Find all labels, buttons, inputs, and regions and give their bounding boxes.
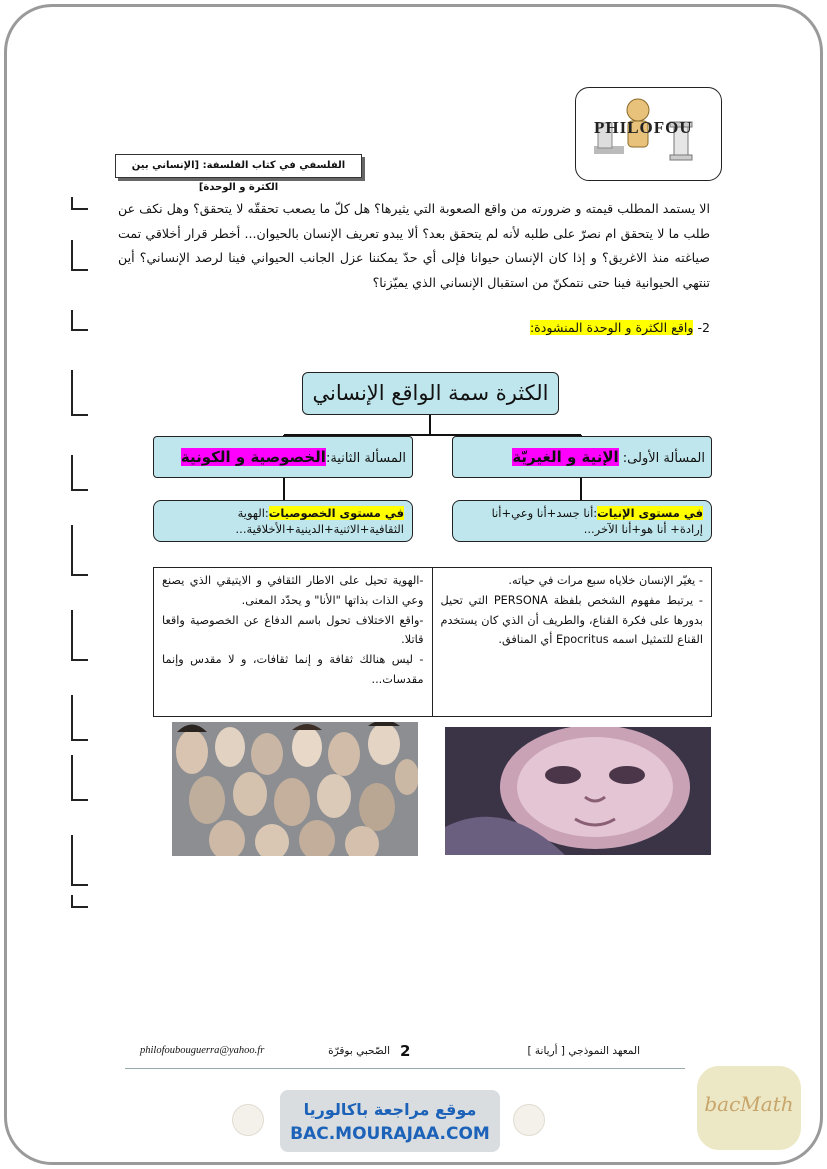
level-selves-text: :أنا جسد+أنا وعي+أنا إرادة+ أنا هو+أنا الآخر... bbox=[491, 506, 703, 536]
issue-two-prefix: المسألة الثانية: bbox=[325, 451, 406, 466]
table-line: - ليس هنالك ثقافة و إنما ثقافات، و لا مقدس وإنما مقدسات... bbox=[162, 653, 424, 686]
table-cell-identity bbox=[154, 568, 433, 716]
footer-email: philofoubouguerra@yahoo.fr bbox=[140, 1045, 265, 1056]
site-watermark[interactable] bbox=[280, 1090, 500, 1152]
level-specificities-label: في مستوى الخصوصيات bbox=[268, 506, 404, 520]
level-specificities-box bbox=[153, 500, 413, 542]
issue-one-box bbox=[452, 436, 712, 478]
issue-two-title: الخصوصية و الكونية bbox=[180, 448, 326, 466]
table-line: -الهوية تحيل على الاطار الثقافي و الايتيقي الذي يصنع وعي الذات بذاتها "الأنا" و يحدّد المعنى. bbox=[162, 574, 424, 607]
level-selves-box bbox=[452, 500, 712, 542]
page-number: 2 bbox=[400, 1042, 411, 1060]
level-specificities-text: :الهوية الثقافية+الاثنية+الدينية+الأخلاقية... bbox=[235, 506, 404, 536]
bacmath-text: bacMath bbox=[704, 1092, 794, 1116]
footer-divider bbox=[125, 1068, 685, 1069]
site-domain: BAC.MOURAJAA.COM bbox=[290, 1124, 490, 1144]
mask-image bbox=[445, 727, 711, 855]
site-name-arabic: موقع مراجعة باكالوريا bbox=[303, 1100, 477, 1119]
level-selves-label: في مستوى الإنيات bbox=[597, 506, 703, 520]
site-logo-right bbox=[513, 1104, 545, 1136]
issue-one-prefix: المسألة الأولى: bbox=[618, 451, 705, 466]
section-number: 2- bbox=[697, 320, 710, 335]
faces-collage-image bbox=[172, 722, 418, 856]
issue-two-box bbox=[153, 436, 413, 478]
notes-table bbox=[153, 567, 712, 717]
logo-text: PHILOFOU bbox=[594, 118, 693, 137]
diagram-root-text: الكثرة سمة الواقع الإنساني bbox=[312, 381, 549, 405]
footer-institute: المعهد النموذجي [ أريانة ] bbox=[527, 1045, 640, 1057]
table-line: - يرتبط مفهوم الشخص بلفظة PERSONA التي تحيل بدورها على فكرة القناع، والطريف أن الذي كان يستخدم القناع للتمثيل اسمه Epocritus أي المنافق. bbox=[440, 593, 703, 647]
table-line: - يغيّر الإنسان خلاياه سبع مرات في حياته. bbox=[508, 574, 703, 587]
bacmath-badge bbox=[697, 1066, 801, 1150]
issue-one-title: الإنية و الغيريّة bbox=[512, 448, 619, 466]
table-cell-person bbox=[433, 568, 712, 716]
site-logo-left bbox=[232, 1104, 264, 1136]
table-line: -واقع الاختلاف تحول باسم الدفاع عن الخصوصية واقعا قاتلا. bbox=[162, 613, 424, 647]
document-title: الفلسفي في كتاب الفلسفة: [الإنساني بين الكثرة و الوحدة] bbox=[115, 154, 362, 178]
footer-author: الصّحبي بوقرّة bbox=[328, 1045, 390, 1057]
diagram-root bbox=[302, 372, 559, 415]
intro-paragraph: الا يستمد المطلب قيمته و ضرورته من واقع الصعوبة التي يثيرها؟ هل كلّ ما يصعب تحققّه لا يتحقق؟ وهل نكف عن طلب ما لا يتحقق ام نصرّ على طلبه لأنه لم يتحقق بعد؟ ألا يبدو تعريف الإنسان بالحيوان... أخطر قرار أخلاقي تمت صياغته منذ الاغريق؟ و إذا كان الإنسان حيوانا فإلى أي حدّ يمكننا عزل الجانب الحيواني فينا لرصد الإنساني؟ أين تنتهي الحيوانية فينا حتى نتمكنّ من استقبال الإنساني الذي يميّزنا؟ bbox=[118, 201, 710, 290]
section-title: واقع الكثرة و الوحدة المنشودة: bbox=[529, 320, 694, 335]
